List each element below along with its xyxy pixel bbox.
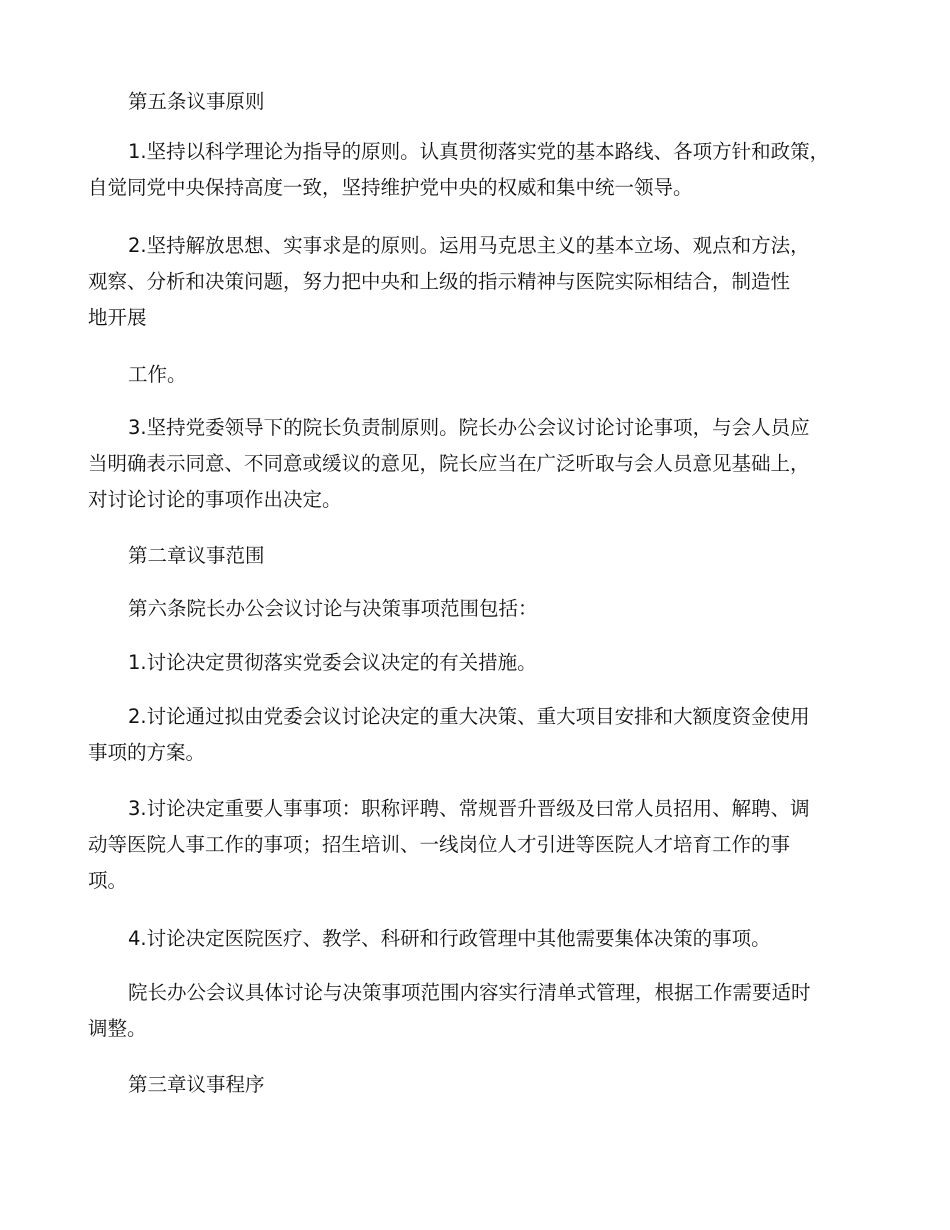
text-line: 第二章议事范围 [128,544,265,567]
article-5-item-1 [88,134,868,206]
article-5-heading [88,84,868,120]
article-6-item-1 [88,645,868,681]
article-5-item-3 [88,410,868,518]
text-line: 2.坚持解放思想、实事求是的原则。运用马克思主义的基本立场、观点和方法， [128,234,810,257]
article-5-item-2 [88,228,868,336]
text-line: 地开展 [88,306,147,329]
text-line: 第五条议事原则 [128,90,265,113]
text-line: 2.讨论通过拟由党委会议讨论决定的重大决策、重大项目安排和大额度资金使用 [128,705,810,728]
article-5-item-2-continued [88,357,868,393]
text-line: 工作。 [128,363,187,386]
article-6-item-4 [88,921,868,957]
text-line: 观察、分析和决策问题，努力把中央和上级的指示精神与医院实际相结合，制造性 [88,270,791,293]
text-line: 1.坚持以科学理论为指导的原则。认真贯彻落实党的基本路线、各项方针和政策， [128,140,830,163]
text-line: 1.讨论决定贯彻落实党委会议决定的有关措施。 [128,651,537,674]
text-line: 第六条院长办公会议讨论与决策事项范围包括： [128,597,538,620]
text-line: 调整。 [88,1017,147,1040]
text-line: 当明确表示同意、不同意或缓议的意见，院长应当在广泛听取与会人员意见基础上， [88,452,810,475]
text-line: 3.坚持党委领导下的院长负责制原则。院长办公会议讨论讨论事项，与会人员应 [128,416,810,439]
text-line: 3.讨论决定重要人事事项：职称评聘、常规晋升晋级及曰常人员招用、解聘、调 [128,797,810,820]
text-line: 事项的方案。 [88,741,206,764]
article-6-heading [88,591,868,627]
text-line: 院长办公会议具体讨论与决策事项范围内容实行清单式管理，根据工作需要适时 [128,981,811,1004]
chapter-2-heading [88,538,868,574]
chapter-3-heading [88,1067,868,1103]
text-line: 自觉同党中央保持高度一致，坚持维护党中央的权威和集中统一领导。 [88,176,693,199]
article-6-note [88,975,868,1047]
text-line: 项。 [88,869,128,892]
text-line: 动等医院人事工作的事项；招生培训、一线岗位人才引进等医院人才培育工作的事 [88,833,791,856]
text-line: 第三章议事程序 [128,1073,265,1096]
text-line: 对讨论讨论的事项作出决定。 [88,488,342,511]
article-6-item-3 [88,791,868,899]
text-line: 4.讨论决定医院医疗、教学、科研和行政管理中其他需要集体决策的事项。 [128,927,771,950]
article-6-item-2 [88,699,868,771]
